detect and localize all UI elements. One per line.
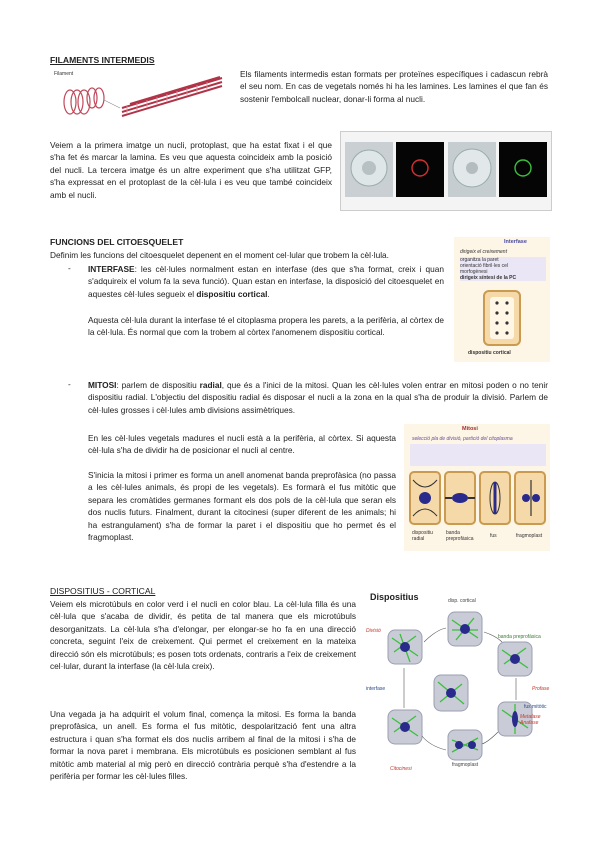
interfase-term: INTERFASE bbox=[88, 264, 135, 274]
section-title-funcions: FUNCIONS DEL CITOESQUELET bbox=[50, 237, 184, 247]
dispositius-label: fragmoplast bbox=[452, 762, 479, 768]
mitosi-col-label: banda preprofàsica bbox=[446, 530, 474, 542]
dispositius-label: fus mitòtic bbox=[524, 704, 547, 710]
interfase-end: . bbox=[267, 288, 270, 299]
dispositius-label: Metafase Anafase bbox=[520, 714, 541, 726]
mitosi-fig-box bbox=[410, 444, 546, 466]
section-title-filaments: FILAMENTS INTERMEDIS bbox=[50, 55, 155, 65]
interfase-fig-caption: dispositiu cortical bbox=[468, 350, 511, 356]
interfase-fig-item: organitza la paret bbox=[460, 257, 499, 263]
filament-label: Filament bbox=[54, 71, 74, 77]
interfase-text: : les cèl·lules normalment estan en interfase (des que s'ha format, creix i quan s'adquireix el volum fa la seva funció). Quan estan en interfase, la disposició del citoesquelet en aquestes cèl·lules segueix el bbox=[88, 264, 444, 299]
mitosi-col-label: dispositiu radial bbox=[412, 530, 433, 542]
dispositius-label: Divisió bbox=[366, 628, 381, 634]
dispositius-para2 bbox=[50, 708, 356, 782]
section-title-dispositius: DISPOSITIUS - CORTICAL bbox=[50, 586, 156, 596]
nucleus-micrographs bbox=[340, 131, 552, 211]
interfase-para2: Aquesta cèl·lula durant la interfase té el citoplasma propera les parets, a la perifèria, al còrtex de la cèl·lula. És normal que com la trobem al còrtex l'anomenem dispositiu cortical. bbox=[88, 315, 444, 338]
dispositius-para1: Veiem els microtúbuls en color verd i el nucli en color blau. La cèl·lula filla és una cèl·lula que s'acaba de dividir, és petita de tal manera que els microtúbuls desorganitzats. La cèl·lula s'ha d'elongar, per elongar-se ho fa en una direcció concreta, seguint l'eix de creixement. Qui permet el creixement en la mateixa direcció són els microtúbuls; es posen tots ordenats, contraris a l'eix de creixement cel·lular, durant la interfase (la cèl·lula creix). bbox=[50, 599, 356, 672]
dispositius-cycle-diagram bbox=[364, 590, 552, 780]
mitosi-col-label: fragmoplast bbox=[516, 533, 543, 539]
filament-figure bbox=[52, 68, 230, 120]
interfase-fig-item: dirigeix síntesi de la PC bbox=[460, 275, 517, 281]
interfase-fig-title: Interfase bbox=[504, 239, 527, 245]
dispositius-para2-text: Una vegada ja ha adquirit el volum final, comença la mitosi. Es forma la banda preprofàsica, un anell. Es forma el fus mitòtic, despolarització fent una altra estructura i quan s'ha format els dos nuclis arribem al final de la mitosi i s'ha de formar la nova paret i membrana. Els microtúbuls es posicionen semblant al fus mitòtic amb material al mig però en direcció contrària perquè s'ha d'estendre a la perifèria per formar les cèl·lules filles. bbox=[50, 709, 356, 782]
interfase-figure bbox=[454, 237, 550, 362]
filaments-para1: Els filaments intermedis estan formats per proteïnes específiques i cadascun rebrà el seu nom. En cas de vegetals només hi ha les lamines. Les lamines el que fan és sostenir l'embolcall nuclear, donar-li forma al nucli. bbox=[240, 69, 548, 104]
dispositius-label: Citocinesi bbox=[390, 766, 412, 772]
mitosi-text2: , que és a l'inici de la mitosi. Quan les cèl·lules volen entrar en mitosi poden o no tenir dispositiu radial. L'objectiu del dispositiu radial és disposar el nucli a la zona en la qual s'ha de produir la divisió. Parlem de cèl·lules grosses i cèl·lules amb divisions assimètriques. bbox=[88, 380, 548, 415]
funcions-intro: Definim les funcions del citoesquelet depenent en el moment cel·lular que trobem la cèl·lula. bbox=[50, 250, 389, 260]
mitosi-col-label: fus bbox=[490, 533, 497, 539]
interfase-fig-list bbox=[460, 257, 546, 281]
interfase-para1 bbox=[88, 263, 444, 300]
cortical-cell-diagram bbox=[482, 289, 522, 347]
filament-diagram bbox=[52, 68, 230, 120]
dispositius-label: interfase bbox=[366, 686, 386, 692]
mitosi-fig-header: selecció pla de divisió, partició del citoplasma bbox=[412, 436, 513, 442]
bullet-mark: - bbox=[68, 263, 71, 273]
dispositius-label: Profase bbox=[532, 686, 550, 692]
mitosi-para1 bbox=[88, 379, 548, 416]
interfase-fig-item: morfogènesi bbox=[460, 269, 488, 275]
mitosi-para2: En les cèl·lules vegetals madures el nucli està a la perifèria, al còrtex. Si aquesta cèl·lula s'ha de dividir ha de posicionar el nucli al centre. bbox=[88, 433, 396, 456]
interfase-bold: dispositiu cortical bbox=[196, 288, 268, 299]
dispositius-label: disp. cortical bbox=[448, 598, 476, 604]
mitosi-figure bbox=[404, 424, 550, 551]
bullet-mark: - bbox=[68, 379, 71, 389]
mitosi-para3: S'inicia la mitosi i primer es forma un anell anomenat banda preprofàsica (no passa a les cèl·lules animals, és propi de les vegetals). Es formarà el fus mitòtic que separa les cromàtides germanes formant els dos pols de la cèl·lula que seran els dos nuclis futurs. Finalment, durant la citocinesi (super diferent de les animals; hi ha estrangulament) s'ha de formar la paret i el dispositiu que ho permet és el fragmoplast. bbox=[88, 470, 396, 543]
mitosi-term: MITOSI bbox=[88, 380, 117, 390]
mitosi-bold: radial bbox=[199, 380, 222, 390]
mitosi-cells-diagram bbox=[408, 470, 548, 528]
dispositius-figure bbox=[364, 590, 552, 780]
mitosi-text1: : parlem de dispositiu bbox=[116, 380, 200, 390]
dispositius-label: banda preprofàsica bbox=[498, 634, 541, 640]
filaments-para2: Veiem a la primera imatge un nucli, protoplast, que ha estat fixat i el que s'ha fet és marcar la lamina. Es veu que aquesta coincideix amb la posició del nucli. La tercera imatge és un altre experiment que s'ha utilitzat GFP, s'ha expressat en el protoplast de la cèl·lula i es veu que també coincideix amb el nucli. bbox=[50, 140, 332, 200]
dispositius-fig-title: Dispositius bbox=[370, 592, 419, 602]
interfase-fig-header: dirigeix el creixement bbox=[460, 249, 507, 255]
mitosi-fig-title: Mitosi bbox=[462, 426, 478, 432]
micrograph-panels bbox=[341, 132, 551, 210]
interfase-fig-item: orientació fibril·les cel bbox=[460, 263, 509, 269]
